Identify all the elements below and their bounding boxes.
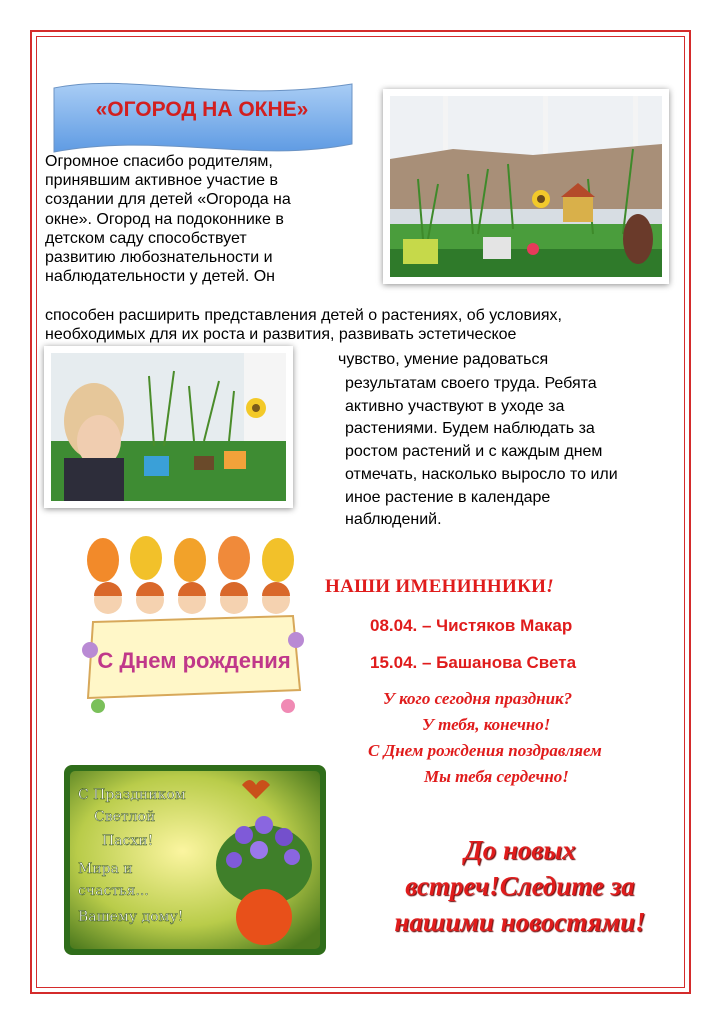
card-line: Светлой xyxy=(94,809,156,825)
intro-line: создании для детей «Огорода на xyxy=(45,191,291,209)
birthday-banner-image xyxy=(78,530,308,720)
birthday-entry: 15.04. – Башанова Света xyxy=(370,653,577,672)
balloons xyxy=(87,536,294,582)
farewell-line: нашими новостями! xyxy=(394,907,646,937)
easter-egg xyxy=(236,889,292,945)
intro-line: детском саду способствует xyxy=(45,229,247,247)
wide-line: способен расширить представления детей о растениях, об условиях, xyxy=(45,307,562,324)
child-garden-photo xyxy=(44,346,293,508)
right-line: чувство, умение радоваться xyxy=(338,351,549,368)
right-line: иное растение в календаре xyxy=(345,488,551,506)
card-line: С Праздником xyxy=(78,787,186,803)
right-line: результатам своего труда. Ребята xyxy=(345,375,597,392)
right-line: активно участвуют в уходе за xyxy=(345,397,565,415)
intro-line: принявшим активное участие в xyxy=(45,172,278,190)
poem-line: У кого сегодня праздник? xyxy=(383,689,573,708)
right-line: растениями. Будем наблюдать за xyxy=(345,420,595,438)
birthday-entry: 08.04. – Чистяков Макар xyxy=(370,616,573,635)
right-line: отмечать, насколько выросло то или xyxy=(345,465,618,483)
intro-line: развитию любознательности и xyxy=(45,249,273,267)
card-line: Мира и xyxy=(78,861,133,877)
banner-greeting: С Днем рождения xyxy=(97,648,291,673)
intro-text xyxy=(45,152,291,286)
birthday-heading-mark: ! xyxy=(546,576,554,597)
right-text-block xyxy=(345,373,618,532)
birthday-heading xyxy=(325,576,554,598)
poem-line: Мы тебя сердечно! xyxy=(424,767,569,786)
intro-line: Огромное спасибо родителям, xyxy=(45,153,273,170)
farewell-text xyxy=(370,832,670,940)
right-line: ростом растений и с каждым днем xyxy=(345,443,603,461)
right-line: наблюдений. xyxy=(345,511,442,529)
intro-line: наблюдательности у детей. Он xyxy=(45,268,275,286)
card-line: Пасхи! xyxy=(102,833,154,849)
birthday-heading-text: НАШИ ИМЕНИННИКИ xyxy=(325,576,547,597)
poem-line: У тебя, конечно! xyxy=(422,715,551,734)
intro-line: окне». Огород на подоконнике в xyxy=(45,210,284,228)
wide-line: необходимых для их роста и развития, развивать эстетическое xyxy=(45,326,517,344)
farewell-line: До новых xyxy=(464,835,576,865)
farewell-line: встреч!Следите за xyxy=(405,871,635,901)
poem-line: С Днем рождения поздравляем xyxy=(368,741,602,760)
wide-text xyxy=(45,306,562,344)
card-line: Вашему дому! xyxy=(78,909,184,925)
card-line: счастья... xyxy=(78,883,149,899)
right-text xyxy=(338,350,548,369)
page-title: «ОГОРОД НА ОКНЕ» xyxy=(95,98,309,121)
window-garden-photo xyxy=(383,89,669,284)
easter-card-image xyxy=(64,765,326,955)
